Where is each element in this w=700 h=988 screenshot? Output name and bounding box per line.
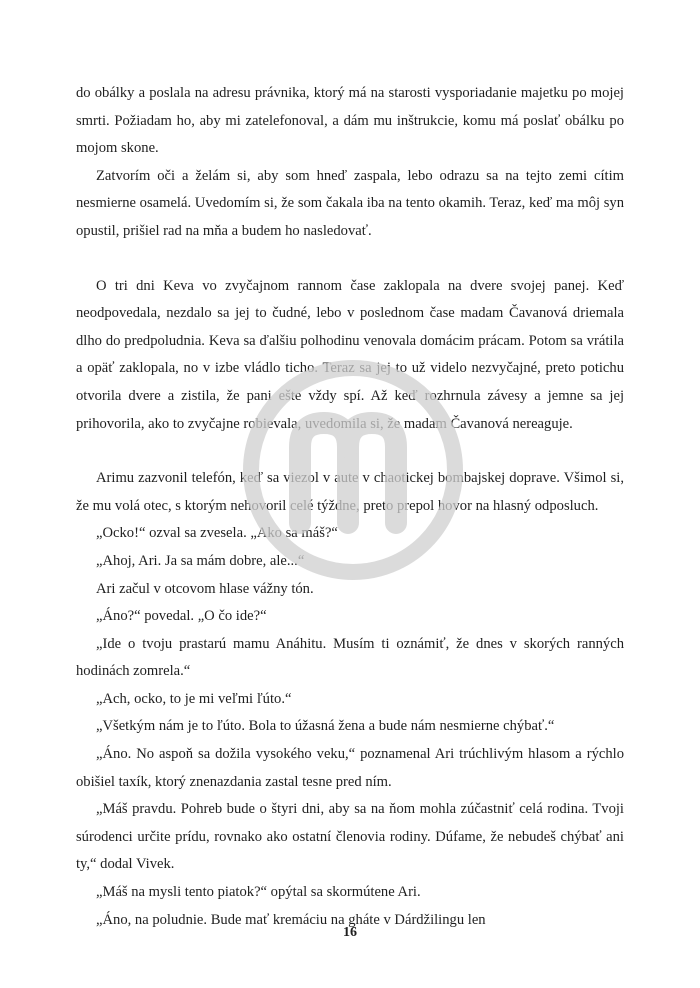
page-number: 16 (343, 925, 357, 940)
dialogue-line: „Ocko!“ ozval sa zvesela. „Ako sa máš?“ (96, 525, 338, 542)
dialogue-line: „Máš na mysli tento piatok?“ opýtal sa skormútene Ari. (96, 884, 421, 901)
dialogue-line: „Áno?“ povedal. „O čo ide?“ (96, 608, 267, 625)
section-break (76, 246, 624, 273)
paragraph: Zatvorím oči a želám si, aby som hneď zaspala, lebo odrazu sa na tejto zemi cítim nesmierne osamelá. Uvedomím si, že som čakala iba na tento okamih. Teraz, keď ma môj syn opustil, prišiel rad na mňa a budem ho nasledovať. (76, 167, 624, 239)
paragraph: Ari začul v otcovom hlase vážny tón. (96, 580, 314, 597)
dialogue-line: „Máš pravdu. Pohreb bude o štyri dni, aby sa na ňom mohla zúčastniť celá rodina. Tvoji súrodenci určite prídu, rovnako ako ostatní členovia rodiny. Dúfame, že nebudeš chýbať ani ty,“ dodal Vivek. (76, 801, 624, 873)
dialogue-line: „Áno. No aspoň sa dožila vysokého veku,“ poznamenal Ari trúchlivým hlasom a rýchlo obišiel taxík, ktorý znenazdania zastal tesne pred ním. (76, 746, 624, 790)
dialogue-line: „Všetkým nám je to ľúto. Bola to úžasná žena a bude nám nesmierne chýbať.“ (96, 718, 555, 735)
body-text (76, 80, 624, 934)
dialogue-line: „Áno, na poludnie. Bude mať kremáciu na gháte v Dárdžilingu len (96, 911, 486, 928)
dialogue-line: „Ide o tvoju prastarú mamu Anáhitu. Musím ti oznámiť, že dnes v skorých ranných hodinách zomrela.“ (76, 635, 624, 680)
paragraph: Arimu zazvonil telefón, keď sa viezol v aute v chaotickej bombajskej doprave. Všimol si, že mu volá otec, s ktorým nehovoril celé týždne, preto prepol hovor na hlasný odposluch. (76, 470, 624, 514)
dialogue-line: „Ach, ocko, to je mi veľmi ľúto.“ (96, 690, 292, 707)
dialogue-line: „Ahoj, Ari. Ja sa mám dobre, ale...“ (96, 552, 305, 569)
paragraph: O tri dni Keva vo zvyčajnom rannom čase zaklopala na dvere svojej panej. Keď neodpovedala, nezdalo sa jej to čudné, lebo v poslednom čase madam Čavanová driemala dlho do predpoludnia. Keva sa ďalšiu polhodinu venovala domácim prácam. Potom sa vrátila a opäť zaklopala, no v izbe vládlo ticho. Teraz sa jej to už videlo nezvyčajné, preto potichu otvorila dvere a zistila, že pani ešte vždy spí. Až keď rozhrnula závesy a jemne sa jej prihovorila, ako to zvyčajne robievala, uvedomila si, že madam Čavanová nereaguje. (76, 277, 624, 432)
paragraph-continued: do obálky a poslala na adresu právnika, ktorý má na starosti vysporiadanie majetku po mojej smrti. Požiadam ho, aby mi zatelefonoval, a dám mu inštrukcie, komu má poslať obálku po mojom skone. (76, 85, 624, 157)
section-break (76, 438, 624, 465)
